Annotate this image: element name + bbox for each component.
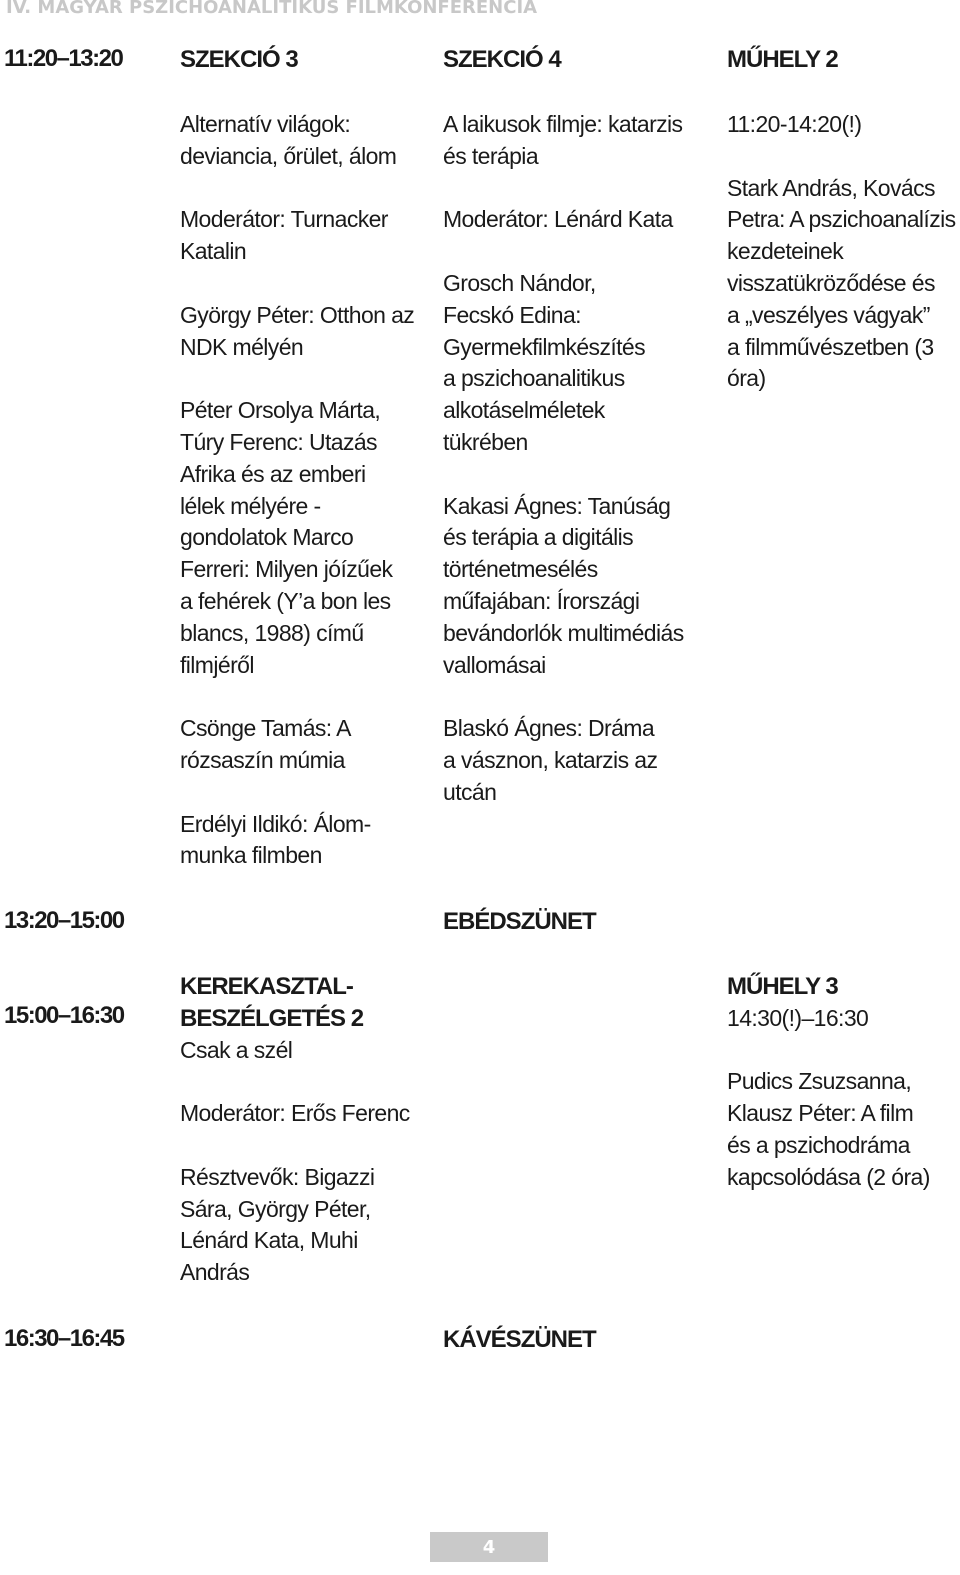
talk-item: Kakasi Ágnes: Tanúság és terápia a digitális történetmesélés műfajában: Írországi bevándorlók multimédiás vallomásai [443,492,684,678]
time-slot-3: 15:00–16:30 [4,1002,124,1029]
muhely-3-header: MŰHELY 3 [727,973,838,1000]
kerekasztal-header: KEREKASZTAL- BESZÉLGETÉS 2 [180,973,364,1032]
time-slot-4: 16:30–16:45 [4,1325,124,1352]
szekcio-3-header: SZEKCIÓ 3 [180,46,298,73]
talk-item: Csönge Tamás: A rózsaszín múmia [180,715,351,773]
kerekasztal-participants: Résztvevők: Bigazzi Sára, György Péter, Lénárd Kata, Muhi András [180,1163,375,1286]
talk-item: Grosch Nándor, Fecskó Edina: Gyermekfilmkészítés a pszichoanalitikus alkotáselméletek tükrében [443,269,646,455]
kerekasztal-title: Csak a szél [180,1036,293,1063]
muhely-3-text: Pudics Zsuzsanna, Klausz Péter: A film és a pszichodráma kapcsolódása (2 óra) [727,1068,930,1190]
page-number: 4 [482,1536,496,1558]
muhely-3-column [727,971,960,1194]
szekcio-4-title: A laikusok filmje: katarzis és terápia [443,111,683,169]
talk-item: Blaskó Ágnes: Dráma a vásznon, katarzis az utcán [443,715,658,805]
muhely-3-time: 14:30(!)–16:30 [727,1004,869,1031]
szekcio-3-moderator: Moderátor: Turnacker Katalin [180,206,388,265]
muhely-2-header: MŰHELY 2 [727,46,838,73]
szekcio-4-moderator: Moderátor: Lénárd Kata [443,206,673,233]
talk-item: Erdélyi Ildikó: Álom- munka filmben [180,810,371,869]
muhely-2-text: Stark András, Kovács Petra: A pszichoanalízis kezdeteinek visszatükröződése és a „veszélyes vágyak” a filmművészetben (3 óra) [727,174,956,392]
muhely-2-time: 11:20-14:20(!) [727,111,862,137]
szekcio-4-header: SZEKCIÓ 4 [443,46,561,73]
lunch-break-label: EBÉDSZÜNET [443,908,596,935]
szekcio-4-column [443,109,713,809]
szekcio-3-column [180,109,430,872]
kerekasztal-column [180,971,430,1289]
talk-item: György Péter: Otthon az NDK mélyén [180,301,415,360]
time-slot-1: 11:20–13:20 [4,45,123,72]
kerekasztal-moderator: Moderátor: Erős Ferenc [180,1100,410,1127]
talk-item: Péter Orsolya Márta, Túry Ferenc: Utazás Afrika és az emberi lélek mélyére - gondolatok Marco Ferreri: Milyen jóízűek a fehérek (Y’a bon les blancs, 1988) című filmjéről [180,397,393,678]
szekcio-3-title: Alternatív világok: deviancia, őrület, álom [180,111,397,169]
muhely-2-column [727,109,960,395]
conference-title: IV. MAGYAR PSZICHOANALITIKUS FILMKONFERENCIA [6,0,538,18]
time-slot-2: 13:20–15:00 [4,907,124,934]
coffee-break-label: KÁVÉSZÜNET [443,1326,596,1353]
page-number-badge [430,1532,548,1562]
